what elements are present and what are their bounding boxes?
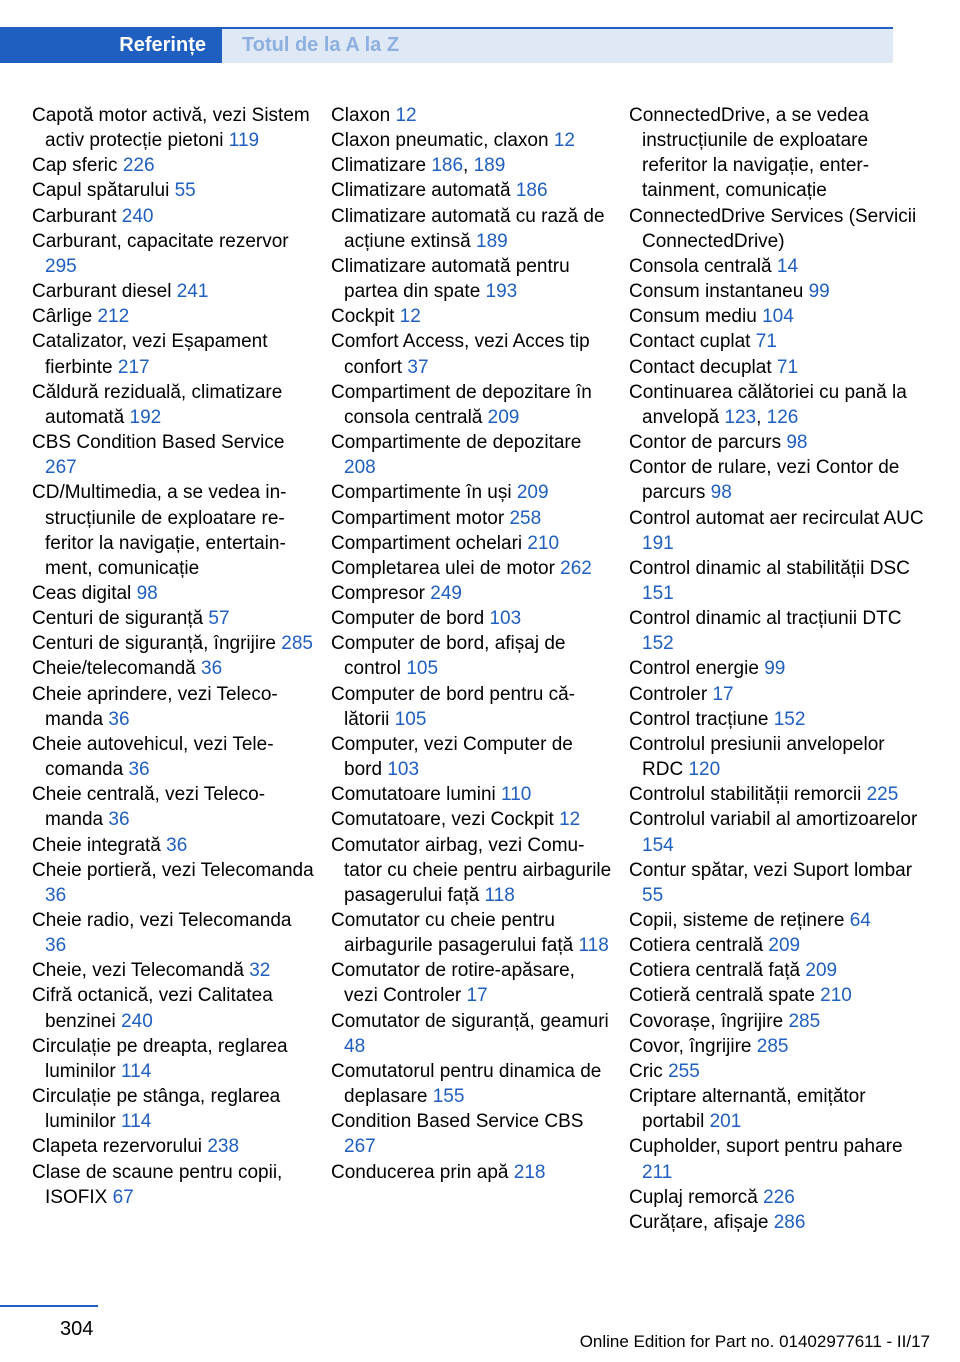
index-entry [32,983,314,1033]
index-term: Claxon pneumatic, claxon [331,130,549,152]
index-term: Comutator de siguranță, geamuri [331,1010,609,1032]
page-link[interactable]: 152 [773,708,806,730]
page-link[interactable]: 55 [174,180,196,202]
index-entry [629,455,929,505]
index-entry [32,329,314,379]
index-entry [331,430,613,480]
index-term: Comutatoare, vezi Cockpit [331,809,554,831]
page-link[interactable]: 241 [176,281,209,303]
index-entry [32,229,314,279]
page-link[interactable]: 186 [431,155,464,177]
page-link[interactable]: 36 [108,809,130,831]
breadcrumb[interactable]: Totul de la A la Z [242,33,400,56]
index-term: Climatizare automată cu rază de acțiune extinsă [331,205,605,252]
page-link[interactable]: 55 [642,884,664,906]
index-entry [32,656,314,681]
page-link[interactable]: 98 [136,582,158,604]
index-term: Contur spătar, vezi Suport lombar [629,859,913,881]
index-entry [629,958,929,983]
index-term: CBS Condition Based Service [32,432,285,454]
index-term: Capul spătarului [32,180,170,202]
page-link[interactable]: 267 [344,1136,376,1158]
page-link[interactable]: 98 [786,432,808,454]
page-link[interactable]: 208 [344,457,376,479]
index-entry [629,329,929,354]
page-link[interactable]: 110 [501,784,532,806]
page-link[interactable]: 249 [430,582,462,604]
index-entry: Climatizare 186, 189 [331,155,506,177]
index-term: ConnectedDrive, a se vedea instrucțiunile de exploatare referitor la navigație, entertainment, comunicație [629,105,870,202]
index-entry [331,128,613,153]
index-term: Compartiment ochelari [331,532,523,554]
index-term: Cheie portieră, vezi Telecomanda [32,859,314,881]
page-link[interactable]: 286 [773,1211,806,1233]
page-link[interactable]: 285 [788,1010,821,1032]
index-term: Cric [629,1060,663,1082]
index-term: Contor de parcurs [629,432,782,454]
index-term: Centuri de siguranță, îngrijire [32,633,276,655]
index-term: Control automat aer recirculat AUC [629,507,924,529]
index-entry [331,958,613,1008]
page-link[interactable]: 191 [642,532,674,554]
page-link[interactable]: 37 [407,356,429,378]
page-link[interactable]: 285 [281,633,313,655]
page-link[interactable]: 104 [762,306,794,328]
index-term: CD/Multimedia, a se vedea instrucțiunile de exploatare referitor la navigație, entertainment, comunicație [32,482,287,579]
index-term: Conducerea prin apă [331,1161,509,1183]
index-term: Cheie aprindere, vezi Telecomanda [32,683,278,730]
index-entry [32,833,314,858]
index-term: Compartimente de depozitare [331,432,582,454]
index-entry [32,380,314,430]
index-entry [32,1134,314,1159]
page-link[interactable]: 99 [764,658,786,680]
index-entry [629,1210,929,1235]
index-entry [331,782,613,807]
index-entry [331,204,613,254]
index-term: Cotieră centrală spate [629,985,815,1007]
index-term: Cap sferic [32,155,118,177]
index-entry [32,103,314,153]
index-entry [331,581,613,606]
index-entry [32,682,314,732]
page-link[interactable]: 36 [201,658,223,680]
page-link[interactable]: 67 [112,1186,134,1208]
index-entry [629,1059,929,1084]
index-term: Cuplaj remorcă [629,1186,758,1208]
index-entry [629,908,929,933]
index-term: Clapeta rezervorului [32,1136,203,1158]
index-term: Comutatoare lumini [331,784,496,806]
index-term: Controlul variabil al amortizoarelor [629,809,918,831]
index-term: Compresor [331,582,425,604]
page-link[interactable]: 48 [344,1035,366,1057]
index-term: Cheie integrată [32,834,161,856]
index-term: Controlul stabilității remorcii [629,784,862,806]
index-term: Covorașe, îngrijire [629,1010,784,1032]
index-term: Comfort Access, vezi Acces tip confort [331,331,590,378]
page-link[interactable]: 218 [513,1161,546,1183]
index-term: Control dinamic al tracțiunii DTC [629,608,902,630]
index-entry [629,103,929,204]
page-link[interactable]: 119 [228,130,260,152]
index-entry [629,1134,929,1184]
page-link[interactable]: 114 [121,1111,152,1133]
index-entry [629,707,929,732]
index-entry [32,958,314,983]
page-link[interactable]: 217 [117,356,150,378]
page-link[interactable]: 192 [129,406,162,428]
page-link[interactable]: 193 [485,281,518,303]
index-entry [629,807,929,857]
page-link[interactable]: 118 [578,935,609,957]
page-link[interactable]: 238 [207,1136,240,1158]
index-entry [32,732,314,782]
page-link[interactable]: 226 [122,155,155,177]
index-term: Cifră octanică, vezi Calitatea benzinei [32,985,273,1032]
index-entry [331,531,613,556]
index-term: Comutator cu cheie pentru airbagurile pasagerului față [331,910,574,957]
index-term: Centuri de siguranță [32,608,204,630]
index-entry [32,1034,314,1084]
index-term: Completarea ulei de motor [331,557,555,579]
index-term: Condition Based Service CBS [331,1111,584,1133]
page-link[interactable]: 155 [432,1086,465,1108]
page-link[interactable]: 240 [121,1010,153,1032]
index-term: Cheie radio, vezi Telecomanda [32,910,292,931]
index-entry [32,581,314,606]
index-term: Cotiera centrală [629,935,764,957]
page-link[interactable]: 225 [866,784,899,806]
index-entry [629,1034,929,1059]
index-entry [331,178,613,203]
index-entry [331,606,613,631]
page-link[interactable]: 209 [516,482,549,504]
index-term: Consum mediu [629,306,757,328]
page-link[interactable]: 105 [394,708,427,730]
page-link[interactable]: 12 [399,306,421,328]
index-term: Circulație pe dreapta, reglarea luminilor [32,1035,288,1082]
index-entry [32,204,314,229]
index-term: Cârlige [32,306,93,328]
index-entry [629,355,929,380]
index-term: Climatizare [331,155,427,177]
index-entry [331,1109,613,1159]
page-link[interactable]: 189 [473,155,506,177]
page-link[interactable]: 118 [484,884,515,906]
page-link[interactable]: 285 [756,1035,789,1057]
page-link[interactable]: 36 [128,759,150,781]
index-term: Cupholder, suport pentru pahare [629,1136,903,1158]
page-link[interactable]: 189 [476,230,508,252]
page-link[interactable]: 258 [509,507,542,529]
index-term: Comutator airbag, vezi Comutator cu cheie pentru airbagurile pasagerului față [331,834,612,906]
page-link[interactable]: 201 [709,1111,742,1133]
page-link[interactable]: 295 [45,255,77,277]
index-entry [331,1009,613,1059]
index-term: Contact decuplat [629,356,772,378]
page-link[interactable]: 12 [553,130,575,152]
index-term: ConnectedDrive Services (Servicii ConnectedDrive) [629,205,917,252]
index-term: Controlul presiunii anvelopelor RDC [629,733,885,781]
index-entry [629,506,929,556]
page-link[interactable]: 123 [724,406,757,428]
index-term: Cockpit [331,306,395,328]
index-entry [331,732,613,782]
index-entry [331,304,613,329]
index-entry [331,480,613,505]
index-entry [331,556,613,581]
index-entry [331,254,613,304]
page-link[interactable]: 209 [487,406,520,428]
index-column-3 [629,103,929,1235]
index-column-1 [32,103,314,1210]
page-link[interactable]: 210 [820,985,852,1007]
page-link[interactable]: 240 [121,205,154,227]
index-entry [331,908,613,958]
index-term: Carburant, capacitate rezervor [32,230,289,252]
page-link[interactable]: 17 [466,985,488,1007]
index-entry [331,1160,613,1185]
page-link[interactable]: 151 [642,582,674,604]
index-entry [629,1084,929,1134]
index-entry [32,480,314,581]
index-entry [629,430,929,455]
index-term: Cotiera centrală față [629,960,801,982]
index-term: Continuarea călătoriei cu pană la anvelopă [629,381,907,428]
page-link[interactable]: 126 [766,406,799,428]
index-entry [32,858,314,908]
index-entry [32,430,314,480]
page-link[interactable]: 120 [688,759,721,781]
index-term: Climatizare automată pentru partea din spate [331,255,570,303]
index-term: Carburant [32,205,117,227]
index-term: Compartiment de depozitare în consola centrală [331,381,592,428]
index-term: Comutator de rotire-apăsare, vezi Controler [331,960,575,1007]
page-link[interactable]: 152 [642,633,674,655]
index-entry [629,1009,929,1034]
index-entry [629,1185,929,1210]
index-entry [32,304,314,329]
index-entry [629,933,929,958]
index-entry [32,153,314,178]
index-term: Cheie autovehicul, vezi Telecomanda [32,733,274,781]
index-term: Catalizator, vezi Eșapament fierbinte [32,331,268,378]
index-term: Computer de bord, afișaj de control [331,633,566,680]
page-link[interactable]: 36 [108,708,130,730]
index-term: Capotă motor activă, vezi Sistem activ protecție pietoni [32,105,310,152]
index-entry [629,682,929,707]
index-entry [331,380,613,430]
index-entry [32,606,314,631]
page-link[interactable]: 64 [849,910,871,931]
index-term: Cheie centrală, vezi Telecomanda [32,784,266,831]
index-term: Covor, îngrijire [629,1035,752,1057]
page-link[interactable]: 103 [489,608,522,630]
page-link[interactable]: 71 [755,331,777,353]
index-column-2 [331,103,613,1185]
tab-referinte[interactable]: Referințe [0,27,222,63]
index-entry [331,329,613,379]
index-entry [629,204,929,254]
index-entry [32,782,314,832]
index-term: Criptare alternantă, emițător portabil [629,1086,866,1133]
page-link[interactable]: 36 [166,834,188,856]
page-link[interactable]: 36 [45,935,67,957]
index-entry [629,656,929,681]
index-term: Circulație pe stânga, reglarea luminilor [32,1086,281,1133]
index-entry [629,304,929,329]
index-term: Copii, sisteme de reținere [629,910,845,931]
index-term: Curățare, afișaje [629,1211,769,1233]
index-entry [32,279,314,304]
page-link[interactable]: 209 [805,960,838,982]
page-link[interactable]: 212 [97,306,130,328]
index-entry: Continuarea călătoriei cu pană la anvelopă 123, 126 [629,381,907,428]
index-entry [32,1084,314,1134]
index-term: Computer de bord [331,608,485,630]
page-link[interactable]: 12 [395,105,417,126]
index-entry [32,178,314,203]
page-link[interactable]: 105 [406,658,439,680]
index-term: Contact cuplat [629,331,751,353]
index-term: Comutatorul pentru dinamica de deplasare [331,1060,602,1108]
index-entry [629,279,929,304]
page-link[interactable]: 226 [763,1186,795,1208]
index-term: Climatizare automată [331,180,511,202]
index-term: Ceas digital [32,582,132,604]
page-link[interactable]: 186 [515,180,548,202]
index-entry [629,782,929,807]
index-term: Carburant diesel [32,281,172,303]
page-link[interactable]: 98 [710,482,732,504]
index-entry [331,807,613,832]
page-link[interactable]: 36 [45,884,67,906]
index-entry [331,506,613,531]
index-entry [331,833,613,908]
page-link[interactable]: 154 [642,834,674,856]
index-term: Compartiment motor [331,507,505,529]
page-link[interactable]: 12 [559,809,581,831]
index-term: Controler [629,683,708,705]
index-term: Claxon [331,105,391,126]
index-entry [629,732,929,782]
page-link[interactable]: 210 [527,532,560,554]
page-link[interactable]: 71 [776,356,799,378]
index-term: Cheie/telecomandă [32,658,196,680]
page-link[interactable]: 17 [712,683,734,705]
index-entry [32,631,314,656]
page-link[interactable]: 14 [776,255,799,277]
index-term: Control energie [629,658,759,680]
index-entry [629,858,929,908]
index-entry [629,556,929,606]
page-link[interactable]: 209 [768,935,801,957]
index-entry [331,1059,613,1109]
page-link[interactable]: 57 [208,608,230,630]
index-term: Computer de bord pentru călătorii [331,683,575,730]
page-link[interactable]: 32 [249,960,271,982]
index-term: Consum instantaneu [629,281,804,303]
index-entry [331,682,613,732]
page-link[interactable]: 255 [668,1060,700,1082]
index-term: Cheie, vezi Telecomandă [32,960,244,982]
page-link[interactable]: 99 [808,281,830,303]
index-term: Consola centrală [629,255,772,277]
index-term: Compartimente în uși [331,482,512,504]
index-entry [32,1160,314,1210]
edition-footer: Online Edition for Part no. 01402977611 - II/17 [579,1332,930,1351]
index-term: Control dinamic al stabilității DSC [629,557,910,579]
page-link[interactable]: 211 [642,1161,673,1183]
index-entry [629,606,929,656]
page-link[interactable]: 103 [387,759,420,781]
page-number-rule [0,1305,98,1307]
index-term: Contor de rulare, vezi Contor de parcurs [629,457,900,504]
page-link[interactable]: 262 [560,557,592,579]
index-entry [331,103,613,128]
index-term: Căldură reziduală, climatizare automată [32,381,283,428]
index-term: Computer, vezi Computer de bord [331,733,573,781]
page-link[interactable]: 267 [45,457,77,479]
index-term: Control tracțiune [629,708,769,730]
index-entry [331,631,613,681]
page-number: 304 [60,1318,94,1340]
page-link[interactable]: 114 [121,1060,152,1082]
index-term: Clase de scaune pentru copii, ISOFIX [32,1161,283,1208]
index-entry [32,908,314,958]
index-entry [629,983,929,1008]
index-entry [629,254,929,279]
